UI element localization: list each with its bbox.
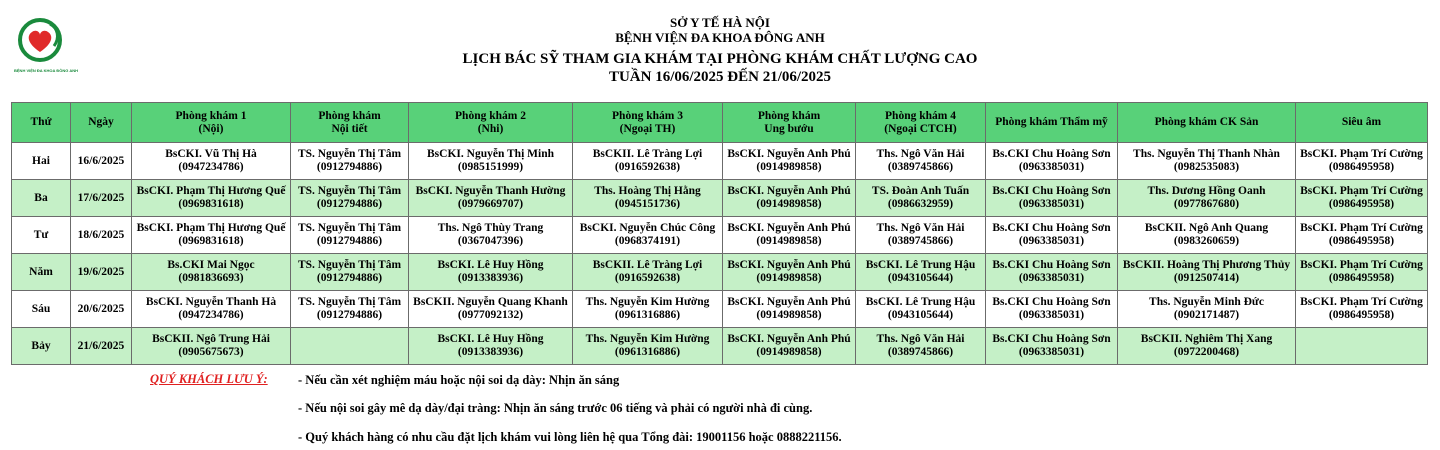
doctor-phone: (0902171487): [1173, 309, 1240, 321]
column-header: [12, 103, 71, 143]
note-line: - Quý khách hàng có nhu cầu đặt lịch khám vui lòng liên hệ qua Tổng đài: 19001156 hoặc 0888221156.: [298, 430, 842, 444]
doctor-phone: (0912794886): [316, 309, 383, 321]
column-header: [986, 103, 1118, 143]
doctor-name: BsCKI. Nguyễn Thanh Hường: [415, 185, 566, 197]
doctor-phone: (0943105644): [887, 272, 954, 284]
doctor-phone: (0977867680): [1173, 198, 1240, 210]
schedule-week: TUẦN 16/06/2025 ĐẾN 21/06/2025: [608, 69, 832, 85]
doctor-phone: (0389745866): [887, 346, 954, 358]
doctor-phone: (0963385031): [1018, 198, 1085, 210]
column-header-label: Phòng khám: [757, 109, 821, 122]
doctor-cell: [1296, 180, 1428, 217]
doctor-phone: (0961316886): [614, 346, 681, 358]
doctor-phone: (0977092132): [457, 309, 524, 321]
column-header: [1296, 103, 1428, 143]
doctor-name: Bs.CKI Chu Hoàng Sơn: [992, 185, 1111, 197]
doctor-cell: [132, 143, 291, 180]
doctor-name: BsCKI. Phạm Thị Hương Quế: [136, 185, 286, 197]
doctor-cell: [573, 217, 723, 254]
doctor-phone: (0961316886): [614, 309, 681, 321]
doctor-phone: (0963385031): [1018, 235, 1085, 247]
doctor-cell: [723, 328, 856, 365]
department-name: SỞ Y TẾ HÀ NỘI: [670, 15, 770, 30]
doctor-name: BsCKII. Ngô Trung Hải: [152, 333, 270, 345]
doctor-name: BsCKI. Nguyễn Anh Phú: [727, 222, 851, 234]
doctor-phone: (0914989858): [756, 161, 822, 173]
column-header-label: Phòng khám 3: [612, 109, 683, 122]
doctor-phone: (0986495958): [1328, 309, 1395, 321]
doctor-phone: (0914989858): [756, 198, 822, 210]
doctor-cell: [1118, 217, 1296, 254]
table-body: [12, 143, 1428, 365]
doctor-phone: (0912794886): [316, 272, 383, 284]
column-header: [71, 103, 132, 143]
doctor-phone: (0912794886): [316, 161, 383, 173]
doctor-cell: [132, 291, 291, 328]
notes-label: QUÝ KHÁCH LƯU Ý:: [150, 372, 268, 386]
date-cell: 21/6/2025: [71, 328, 132, 365]
doctor-cell: [1296, 291, 1428, 328]
date-cell: 16/6/2025: [71, 143, 132, 180]
doctor-name: Bs.CKI Chu Hoàng Sơn: [992, 222, 1111, 234]
doctor-name: BsCKI. Nguyễn Anh Phú: [727, 333, 851, 345]
doctor-name: Ths. Nguyễn Thị Thanh Nhàn: [1133, 148, 1280, 160]
day-cell: Hai: [12, 143, 71, 180]
document-header: [0, 16, 1440, 86]
column-header: [132, 103, 291, 143]
doctor-cell: [409, 254, 573, 291]
doctor-schedule-table: [11, 102, 1428, 365]
doctor-name: BsCKI. Lê Trung Hậu: [865, 296, 976, 308]
doctor-cell: [986, 291, 1118, 328]
doctor-cell: [856, 254, 986, 291]
doctor-cell: [409, 143, 573, 180]
doctor-cell: [723, 143, 856, 180]
doctor-name: BsCKI. Nguyễn Thị Minh: [427, 148, 554, 160]
doctor-cell: [573, 143, 723, 180]
doctor-cell: [573, 291, 723, 328]
doctor-cell: [856, 143, 986, 180]
day-cell: Bảy: [12, 328, 71, 365]
doctor-phone: (0969831618): [178, 198, 244, 210]
column-header: [291, 103, 409, 143]
column-header: [573, 103, 723, 143]
doctor-name: BsCKI. Lê Trung Hậu: [865, 259, 976, 271]
doctor-phone: (0389745866): [887, 235, 954, 247]
doctor-phone: (0914989858): [756, 272, 822, 284]
column-header-label: Phòng khám 1: [175, 109, 247, 122]
column-header: [1118, 103, 1296, 143]
doctor-name: BsCKI. Nguyễn Anh Phú: [727, 296, 851, 308]
doctor-cell: [132, 217, 291, 254]
doctor-name: BsCKII. Nghiêm Thị Xang: [1140, 333, 1273, 345]
doctor-cell: [409, 217, 573, 254]
doctor-name: BsCKI. Phạm Trí Cường: [1300, 185, 1423, 197]
doctor-name: Ths. Nguyễn Kim Hường: [585, 333, 710, 345]
doctor-name: BsCKII. Ngô Anh Quang: [1144, 222, 1269, 234]
column-header: [723, 103, 856, 143]
doctor-name: BsCKI. Lê Huy Hồng: [437, 333, 544, 345]
doctor-cell: [409, 328, 573, 365]
doctor-cell: [723, 217, 856, 254]
doctor-name: BsCKII. Hoàng Thị Phương Thủy: [1122, 259, 1291, 271]
doctor-cell: [291, 180, 409, 217]
doctor-phone: (0963385031): [1018, 346, 1085, 358]
doctor-cell: [1296, 328, 1428, 365]
doctor-phone: (0914989858): [756, 346, 822, 358]
doctor-cell: [1118, 143, 1296, 180]
doctor-cell: [856, 291, 986, 328]
doctor-name: Bs.CKI Chu Hoàng Sơn: [992, 296, 1111, 308]
doctor-cell: [723, 254, 856, 291]
doctor-name: BsCKI. Vũ Thị Hà: [165, 148, 257, 160]
doctor-name: BsCKI. Nguyễn Thanh Hà: [145, 296, 277, 308]
column-header-label: Phòng khám: [318, 109, 381, 122]
doctor-phone: (0916592638): [614, 272, 681, 284]
column-header: [856, 103, 986, 143]
doctor-phone: (0945151736): [614, 198, 681, 210]
column-header-sublabel: (Nhi): [477, 122, 504, 135]
doctor-name: BsCKII. Lê Tràng Lợi: [592, 259, 703, 271]
doctor-cell: [132, 328, 291, 365]
column-header-sublabel: Nội tiết: [331, 122, 368, 135]
doctor-cell: [573, 328, 723, 365]
doctor-cell: [1118, 328, 1296, 365]
doctor-cell: [986, 328, 1118, 365]
doctor-phone: (0912507414): [1173, 272, 1240, 284]
doctor-phone: (0981836693): [178, 272, 244, 284]
column-header-sublabel: (Ngoại TH): [619, 122, 676, 135]
date-cell: 18/6/2025: [71, 217, 132, 254]
doctor-name: Bs.CKI Mai Ngọc: [167, 259, 255, 271]
doctor-phone: (0913383936): [457, 272, 524, 284]
doctor-cell: [723, 180, 856, 217]
doctor-cell: [291, 217, 409, 254]
schedule-title: LỊCH BÁC SỸ THAM GIA KHÁM TẠI PHÒNG KHÁM CHẤT LƯỢNG CAO: [462, 51, 978, 67]
doctor-name: Ths. Nguyễn Minh Đức: [1149, 296, 1264, 308]
doctor-cell: [1118, 180, 1296, 217]
column-header-sublabel: Ung bướu: [764, 122, 814, 135]
table-row: [12, 143, 1428, 180]
doctor-name: BsCKII. Nguyễn Quang Khanh: [413, 296, 568, 308]
doctor-phone: (0982535083): [1173, 161, 1240, 173]
doctor-name: BsCKI. Phạm Trí Cường: [1300, 148, 1423, 160]
doctor-phone: (0943105644): [887, 309, 954, 321]
doctor-name: TS. Nguyễn Thị Tâm: [297, 148, 402, 160]
doctor-name: Ths. Nguyễn Kim Hường: [585, 296, 710, 308]
column-header-label: Ngày: [88, 116, 114, 128]
doctor-name: Ths. Ngô Thùy Trang: [437, 222, 544, 234]
doctor-name: BsCKI. Nguyễn Chúc Công: [579, 222, 716, 234]
doctor-name: TS. Nguyễn Thị Tâm: [297, 296, 402, 308]
day-cell: Sáu: [12, 291, 71, 328]
doctor-name: Ths. Dương Hồng Oanh: [1147, 185, 1266, 197]
doctor-name: BsCKI. Lê Huy Hồng: [437, 259, 544, 271]
doctor-phone: (0913383936): [457, 346, 524, 358]
doctor-phone: (0916592638): [614, 161, 681, 173]
doctor-name: BsCKI. Phạm Trí Cường: [1300, 296, 1423, 308]
doctor-cell: [291, 143, 409, 180]
column-header-label: Phòng khám 4: [885, 109, 956, 122]
doctor-cell: [1118, 254, 1296, 291]
doctor-name: BsCKI. Nguyễn Anh Phú: [727, 148, 851, 160]
doctor-cell: [986, 217, 1118, 254]
doctor-cell: [291, 328, 409, 365]
doctor-cell: [573, 254, 723, 291]
table-row: [12, 291, 1428, 328]
date-cell: 20/6/2025: [71, 291, 132, 328]
doctor-phone: (0986495958): [1328, 161, 1395, 173]
doctor-phone: (0969831618): [178, 235, 244, 247]
doctor-cell: [1296, 217, 1428, 254]
doctor-phone: (0986632959): [887, 198, 954, 210]
column-header-label: Phòng khám 2: [455, 109, 526, 122]
doctor-cell: [291, 291, 409, 328]
doctor-phone: (0986495958): [1328, 235, 1395, 247]
doctor-name: TS. Nguyễn Thị Tâm: [297, 222, 402, 234]
doctor-name: BsCKI. Phạm Trí Cường: [1300, 222, 1423, 234]
column-header-label: Siêu âm: [1341, 116, 1382, 128]
doctor-name: Ths. Ngô Văn Hải: [876, 333, 965, 345]
doctor-name: TS. Đoàn Anh Tuấn: [871, 185, 970, 197]
doctor-name: Bs.CKI Chu Hoàng Sơn: [992, 333, 1111, 345]
doctor-phone: (0963385031): [1018, 272, 1085, 284]
doctor-name: BsCKI. Phạm Thị Hương Quế: [136, 222, 286, 234]
doctor-cell: [409, 291, 573, 328]
doctor-name: Ths. Hoàng Thị Hằng: [594, 185, 701, 197]
doctor-cell: [986, 180, 1118, 217]
doctor-name: Ths. Ngô Văn Hải: [876, 148, 965, 160]
doctor-cell: [856, 217, 986, 254]
column-header-label: Thứ: [30, 116, 52, 128]
doctor-name: BsCKI. Nguyễn Anh Phú: [727, 185, 851, 197]
day-cell: Tư: [12, 217, 71, 254]
doctor-cell: [856, 180, 986, 217]
doctor-phone: (0986495958): [1328, 272, 1395, 284]
doctor-name: Ths. Ngô Văn Hải: [876, 222, 965, 234]
doctor-cell: [1296, 254, 1428, 291]
doctor-phone: (0979669707): [457, 198, 524, 210]
doctor-cell: [132, 180, 291, 217]
hospital-name: BỆNH VIỆN ĐA KHOA ĐÔNG ANH: [615, 30, 825, 45]
doctor-phone: (0914989858): [756, 235, 822, 247]
column-header-sublabel: (Nội): [198, 122, 224, 135]
day-cell: Năm: [12, 254, 71, 291]
doctor-cell: [573, 180, 723, 217]
doctor-cell: [1118, 291, 1296, 328]
table-row: [12, 328, 1428, 365]
doctor-cell: [856, 328, 986, 365]
doctor-phone: (0912794886): [316, 198, 383, 210]
note-line: - Nếu nội soi gây mê dạ dày/đại tràng: Nhịn ăn sáng trước 06 tiếng và phải có người nhà đi cùng.: [298, 401, 813, 415]
doctor-phone: (0963385031): [1018, 309, 1085, 321]
table-row: [12, 180, 1428, 217]
doctor-name: BsCKI. Phạm Trí Cường: [1300, 259, 1423, 271]
doctor-phone: (0912794886): [316, 235, 383, 247]
table-header-row: [12, 103, 1428, 143]
doctor-phone: (0947234786): [178, 309, 244, 321]
doctor-cell: [291, 254, 409, 291]
date-cell: 17/6/2025: [71, 180, 132, 217]
doctor-phone: (0986495958): [1328, 198, 1395, 210]
day-cell: Ba: [12, 180, 71, 217]
doctor-phone: (0963385031): [1018, 161, 1085, 173]
column-header-label: Phòng khám CK Sản: [1154, 116, 1259, 128]
logo-text: BỆNH VIỆN ĐA KHOA ĐÔNG ANH: [14, 68, 79, 73]
doctor-phone: (0983260659): [1173, 235, 1240, 247]
doctor-cell: [409, 180, 573, 217]
doctor-name: TS. Nguyễn Thị Tâm: [297, 259, 402, 271]
column-header: [409, 103, 573, 143]
doctor-name: BsCKII. Lê Tràng Lợi: [592, 148, 703, 160]
table-row: [12, 254, 1428, 291]
doctor-cell: [1296, 143, 1428, 180]
doctor-name: TS. Nguyễn Thị Tâm: [297, 185, 402, 197]
doctor-phone: (0985151999): [457, 161, 524, 173]
doctor-cell: [132, 254, 291, 291]
column-header-sublabel: (Ngoại CTCH): [884, 122, 957, 135]
doctor-phone: (0367047396): [457, 235, 524, 247]
doctor-phone: (0914989858): [756, 309, 822, 321]
table-row: [12, 217, 1428, 254]
doctor-cell: [723, 291, 856, 328]
doctor-cell: [986, 143, 1118, 180]
doctor-name: Bs.CKI Chu Hoàng Sơn: [992, 259, 1111, 271]
doctor-cell: [986, 254, 1118, 291]
doctor-name: BsCKI. Nguyễn Anh Phú: [727, 259, 851, 271]
doctor-phone: (0389745866): [887, 161, 954, 173]
doctor-phone: (0947234786): [178, 161, 244, 173]
doctor-phone: (0972200468): [1173, 346, 1240, 358]
doctor-phone: (0905675673): [178, 346, 244, 358]
doctor-phone: (0968374191): [614, 235, 681, 247]
column-header-label: Phòng khám Thẩm mỹ: [995, 116, 1108, 128]
doctor-name: Bs.CKI Chu Hoàng Sơn: [992, 148, 1111, 160]
date-cell: 19/6/2025: [71, 254, 132, 291]
note-line: - Nếu cần xét nghiệm máu hoặc nội soi dạ dày: Nhịn ăn sáng: [298, 373, 620, 387]
